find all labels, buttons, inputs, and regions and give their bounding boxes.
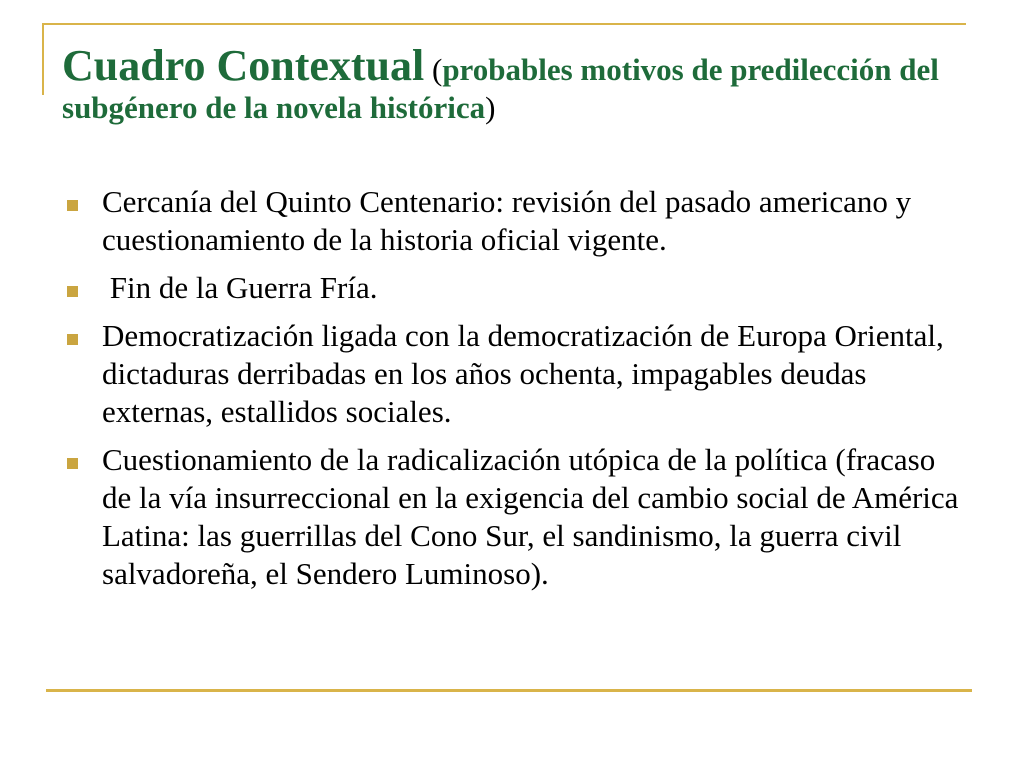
title-subtitle: probables motivos de predilección del subgénero de la novela histórica — [62, 52, 939, 126]
bullet-item — [62, 317, 962, 431]
bullet-item — [62, 441, 962, 593]
square-bullet-icon — [67, 458, 78, 469]
bullet-list — [62, 183, 962, 603]
title-paren-open: ( — [424, 52, 443, 87]
bullet-text: Cercanía del Quinto Centenario: revisión del pasado americano y cuestionamiento de la historia oficial vigente. — [102, 184, 912, 257]
square-bullet-icon — [67, 334, 78, 345]
square-bullet-icon — [67, 286, 78, 297]
bullet-item — [62, 269, 962, 307]
bullet-text: Democratización ligada con la democratización de Europa Oriental, dictaduras derribadas en los años ochenta, impagables deudas externas, estallidos sociales. — [102, 318, 944, 429]
title-paren-close: ) — [485, 90, 496, 126]
slide-title — [62, 42, 962, 126]
top-rule — [42, 23, 966, 25]
bullet-text: Cuestionamiento de la radicalización utópica de la política (fracaso de la vía insurreccional en la exigencia del cambio social de América Latina: las guerrillas del Cono Sur, el sandinismo, la guerra civil salvadoreña, el Sendero Luminoso). — [102, 442, 959, 591]
bullet-item — [62, 183, 962, 259]
left-rule — [42, 23, 44, 95]
square-bullet-icon — [67, 200, 78, 211]
bullet-text: Fin de la Guerra Fría. — [102, 270, 378, 305]
bottom-rule — [46, 689, 972, 692]
title-main: Cuadro Contextual — [62, 41, 425, 90]
